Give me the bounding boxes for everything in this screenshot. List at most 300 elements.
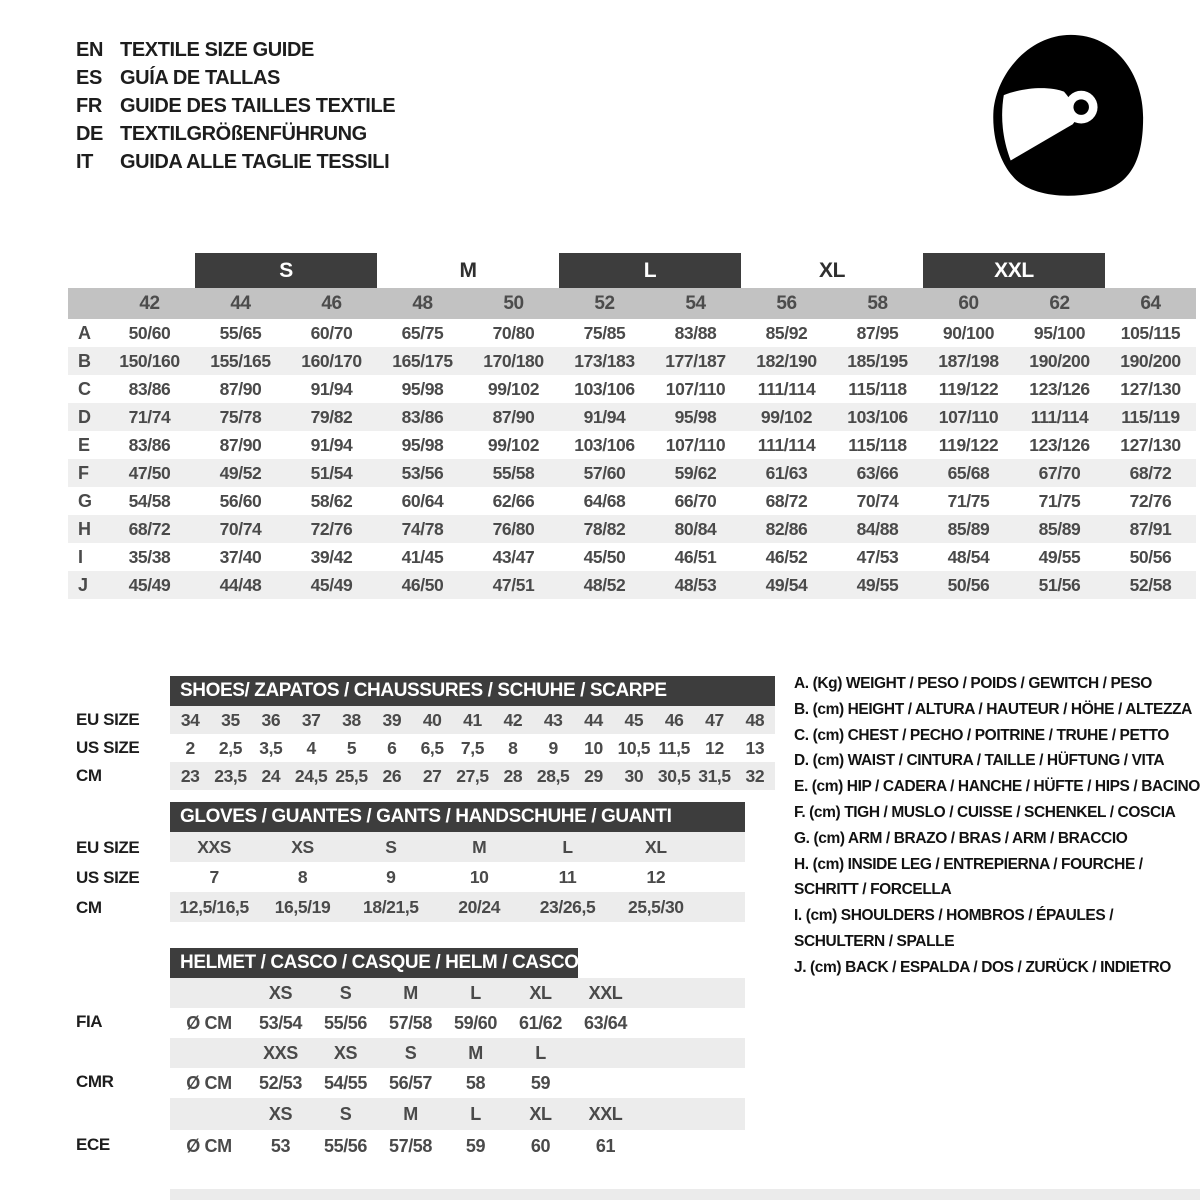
size-value: 55/58: [492, 462, 535, 483]
value-cell: 34: [180, 709, 200, 730]
helmet-cmr-size-row: [170, 1038, 745, 1068]
size-value: 95/98: [401, 434, 444, 455]
size-value: 41/45: [401, 546, 444, 567]
size-value: 127/130: [1120, 434, 1181, 455]
size-group-L: L: [559, 253, 741, 288]
value-cell: 43: [543, 709, 563, 730]
size-value: 107/110: [665, 434, 726, 455]
value-cell: 7,5: [460, 737, 485, 758]
size-value: 72/76: [1129, 490, 1172, 511]
size-value: 51/56: [1038, 574, 1081, 595]
gloves-us-size-row: [170, 862, 745, 892]
size-value: 95/100: [1033, 322, 1086, 343]
value-cell: 6,5: [420, 737, 444, 758]
row-letter: D: [78, 406, 91, 427]
value-cell: L: [535, 1042, 546, 1063]
size-value: 82/86: [765, 518, 808, 539]
row-letter: G: [78, 490, 92, 511]
language-title: GUIDE DES TAILLES TEXTILE: [120, 94, 396, 117]
size-value: 155/165: [210, 350, 271, 371]
row-letter: E: [78, 434, 90, 455]
size-value: 187/198: [938, 350, 999, 371]
helmet-fia-size-row: [170, 978, 745, 1008]
value-cell: 60: [530, 1135, 551, 1156]
size-group-M: M: [459, 258, 477, 282]
language-title: TEXTILGRÖßENFÜHRUNG: [120, 122, 367, 145]
value-cell: 5: [346, 737, 357, 758]
size-group-XL: XL: [818, 258, 846, 282]
size-value: 182/190: [756, 350, 817, 371]
value-cell: 44: [584, 709, 603, 730]
value-cell: 9: [548, 737, 558, 758]
value-cell: M: [468, 1042, 483, 1063]
size-value: 85/89: [947, 518, 990, 539]
shoes-cm-row: [170, 762, 775, 790]
size-value: 62/66: [492, 490, 535, 511]
size-value: 45/49: [128, 574, 171, 595]
language-row: [76, 64, 395, 92]
legend-item: I. (cm) SHOULDERS / HOMBROS / ÉPAULES / SCHULTERN / SPALLE: [794, 907, 1114, 950]
size-value: 71/75: [947, 490, 990, 511]
size-value: 63/66: [856, 462, 899, 483]
value-cell: L: [470, 1103, 481, 1124]
size-value: 68/72: [765, 490, 808, 511]
value-cell: 46: [664, 709, 684, 730]
row-letter: I: [78, 546, 83, 567]
value-cell: 23,5: [214, 765, 247, 786]
measure-row-E: [68, 431, 1196, 459]
size-value: 37/40: [219, 546, 262, 567]
size-value: 119/122: [938, 378, 999, 399]
value-cell: 8: [508, 737, 518, 758]
value-cell: 29: [584, 765, 603, 786]
value-cell: M: [403, 1103, 418, 1124]
size-value: 84/88: [856, 518, 899, 539]
size-value: 52/58: [1129, 574, 1172, 595]
unit-label: Ø CM: [186, 1072, 232, 1093]
size-value: 49/54: [765, 574, 808, 595]
size-value: 75/78: [219, 406, 262, 427]
helmet-fia-label: FIA: [76, 1012, 103, 1031]
language-code: ES: [76, 66, 102, 89]
value-cell: M: [403, 982, 418, 1003]
size-value: 87/90: [219, 434, 262, 455]
size-value: 83/86: [128, 434, 171, 455]
size-value: 111/114: [757, 378, 816, 399]
value-cell: 2: [185, 737, 195, 758]
value-cell: 12: [705, 737, 724, 758]
row-letter: A: [78, 322, 91, 343]
size-value: 105/115: [1120, 322, 1181, 343]
unit-label: Ø CM: [186, 1135, 232, 1156]
main-table-body: [68, 319, 1196, 599]
numeric-size: 46: [321, 292, 342, 314]
size-value: 165/175: [392, 350, 453, 371]
size-value: 75/85: [583, 322, 626, 343]
size-value: 79/82: [310, 406, 353, 427]
size-value: 66/70: [674, 490, 717, 511]
size-value: 46/50: [401, 574, 444, 595]
size-value: 65/75: [401, 322, 444, 343]
value-cell: 24,5: [294, 765, 328, 786]
value-cell: 26: [382, 765, 402, 786]
size-value: 160/170: [301, 350, 362, 371]
size-value: 107/110: [938, 406, 999, 427]
value-cell: 32: [745, 765, 765, 786]
value-cell: 10,5: [617, 737, 651, 758]
numeric-size: 44: [230, 292, 251, 314]
gloves-cm-label: CM: [76, 898, 102, 917]
value-cell: 8: [297, 866, 308, 887]
value-cell: 23/26,5: [539, 896, 596, 917]
value-cell: 4: [306, 737, 316, 758]
numeric-size: 50: [503, 292, 524, 314]
legend-item: J. (cm) BACK / ESPALDA / DOS / ZURÜCK / INDIETRO: [794, 958, 1171, 976]
value-cell: 53: [270, 1135, 291, 1156]
size-value: 45/49: [310, 574, 353, 595]
value-cell: M: [472, 836, 487, 857]
value-cell: XS: [268, 982, 293, 1003]
value-cell: 10: [469, 866, 489, 887]
size-value: 99/102: [487, 434, 540, 455]
value-cell: XXL: [588, 1103, 623, 1124]
size-group-row: [68, 251, 1196, 288]
size-value: 70/74: [219, 518, 262, 539]
size-value: 150/160: [119, 350, 180, 371]
value-cell: 30: [624, 765, 644, 786]
value-cell: 20/24: [458, 896, 501, 917]
measure-row-D: [68, 403, 1196, 431]
helmet-ece-label: ECE: [76, 1135, 110, 1154]
size-value: 119/122: [938, 434, 999, 455]
value-cell: 28,5: [536, 765, 570, 786]
value-cell: 11: [558, 866, 577, 887]
size-value: 65/68: [947, 462, 990, 483]
size-value: 48/53: [674, 574, 717, 595]
value-cell: S: [404, 1042, 417, 1063]
value-cell: XXS: [263, 1042, 298, 1063]
size-value: 71/74: [128, 406, 171, 427]
helmet-cmr-label: CMR: [76, 1072, 114, 1091]
measure-row-H: [68, 515, 1196, 543]
value-cell: 57/58: [388, 1012, 433, 1033]
size-value: 45/50: [583, 546, 626, 567]
language-title: GUÍA DE TALLAS: [120, 66, 280, 89]
shoes-cm-label: CM: [76, 766, 102, 785]
value-cell: 37: [301, 709, 321, 730]
language-code: FR: [76, 94, 102, 117]
language-row: [76, 120, 395, 148]
size-value: 43/47: [492, 546, 535, 567]
value-cell: 38: [342, 709, 361, 730]
value-cell: 6: [387, 737, 397, 758]
value-cell: 2,5: [218, 737, 243, 758]
measure-row-J: [68, 571, 1196, 599]
value-cell: XL: [645, 836, 667, 857]
size-value: 95/98: [401, 378, 444, 399]
helmet-table-title: HELMET / CASCO / CASQUE / HELM / CASCO: [170, 948, 578, 978]
size-value: 47/53: [856, 546, 899, 567]
value-cell: S: [385, 836, 397, 857]
value-cell: 58: [465, 1072, 486, 1093]
language-title: GUIDA ALLE TAGLIE TESSILI: [120, 150, 390, 173]
value-cell: 25,5/30: [628, 896, 684, 917]
size-value: 83/86: [401, 406, 444, 427]
value-cell: 9: [386, 866, 396, 887]
size-value: 46/51: [674, 546, 717, 567]
helmet-ece-size-row: [170, 1098, 745, 1130]
helmet-ece-value-row: [170, 1130, 745, 1162]
legend-item: E. (cm) HIP / CADERA / HANCHE / HÜFTE / HIPS / BACINO: [794, 778, 1200, 796]
size-value: 39/42: [310, 546, 353, 567]
size-value: 50/56: [1129, 546, 1172, 567]
size-value: 78/82: [583, 518, 626, 539]
value-cell: XS: [291, 836, 314, 857]
size-value: 48/54: [947, 546, 990, 567]
size-value: 80/84: [674, 518, 717, 539]
shoes-table-title: SHOES/ ZAPATOS / CHAUSSURES / SCHUHE / SCARPE: [170, 676, 775, 706]
row-letter: H: [78, 518, 91, 539]
measurement-legend: [794, 671, 1200, 981]
value-cell: 57/58: [388, 1135, 433, 1156]
value-cell: 18/21,5: [363, 896, 419, 917]
size-value: 44/48: [219, 574, 262, 595]
size-value: 46/52: [765, 546, 808, 567]
size-value: 48/52: [583, 574, 626, 595]
size-value: 60/70: [310, 322, 353, 343]
size-value: 49/55: [856, 574, 899, 595]
value-cell: 23: [180, 765, 200, 786]
size-value: 70/80: [492, 322, 535, 343]
legend-item: F. (cm) TIGH / MUSLO / CUISSE / SCHENKEL / COSCIA: [794, 803, 1176, 821]
size-value: 57/60: [583, 462, 626, 483]
size-value: 115/118: [848, 434, 907, 455]
measure-row-C: [68, 375, 1196, 403]
value-cell: 48: [745, 709, 765, 730]
value-cell: 63/64: [583, 1012, 628, 1033]
value-cell: 16,5/19: [274, 896, 331, 917]
size-value: 53/56: [401, 462, 444, 483]
size-value: 111/114: [1030, 406, 1089, 427]
value-cell: 12: [646, 866, 666, 887]
size-value: 83/88: [674, 322, 717, 343]
legend-item: C. (cm) CHEST / PECHO / POITRINE / TRUHE / PETTO: [794, 726, 1169, 744]
value-cell: XS: [333, 1042, 358, 1063]
size-value: 76/80: [492, 518, 535, 539]
value-cell: 36: [261, 709, 281, 730]
size-value: 115/118: [848, 378, 907, 399]
size-group-S: S: [195, 253, 377, 288]
size-value: 50/60: [128, 322, 171, 343]
value-cell: 54/55: [323, 1072, 368, 1093]
size-value: 87/95: [856, 322, 899, 343]
size-value: 35/38: [128, 546, 171, 567]
value-cell: 47: [705, 709, 724, 730]
numeric-size: 62: [1049, 292, 1070, 314]
size-value: 67/70: [1038, 462, 1081, 483]
size-value: 87/91: [1129, 518, 1172, 539]
measure-row-I: [68, 543, 1196, 571]
size-value: 54/58: [128, 490, 171, 511]
value-cell: 11,5: [658, 737, 690, 758]
value-cell: L: [470, 982, 481, 1003]
size-value: 111/114: [757, 434, 816, 455]
language-row: [76, 36, 395, 64]
size-value: 173/183: [574, 350, 635, 371]
numeric-size: 52: [594, 292, 615, 314]
value-cell: 35: [221, 709, 240, 730]
size-value: 85/92: [765, 322, 808, 343]
numeric-size: 64: [1140, 292, 1161, 314]
value-cell: 42: [503, 709, 523, 730]
value-cell: 27: [422, 765, 442, 786]
value-cell: 10: [584, 737, 603, 758]
size-value: 71/75: [1038, 490, 1081, 511]
value-cell: 55/56: [323, 1012, 368, 1033]
gloves-us-size-label: US SIZE: [76, 868, 140, 887]
language-title: TEXTILE SIZE GUIDE: [120, 38, 314, 61]
shoes-us-size-row: [170, 734, 775, 762]
measure-row-G: [68, 487, 1196, 515]
value-cell: 61: [595, 1135, 616, 1156]
size-value: 60/64: [401, 490, 444, 511]
row-letter: J: [78, 574, 88, 595]
language-list: [76, 36, 395, 176]
numeric-size: 56: [776, 292, 797, 314]
size-value: 87/90: [492, 406, 535, 427]
value-cell: 7: [209, 866, 219, 887]
bottom-divider: [170, 1189, 1200, 1200]
size-value: 72/76: [310, 518, 353, 539]
value-cell: 12,5/16,5: [179, 896, 249, 917]
helmet-fia-value-row: [170, 1008, 745, 1038]
value-cell: XL: [529, 1103, 552, 1124]
value-cell: L: [562, 836, 573, 857]
value-cell: 41: [463, 709, 482, 730]
size-value: 68/72: [1129, 462, 1172, 483]
language-code: EN: [76, 38, 103, 61]
size-value: 49/55: [1038, 546, 1081, 567]
value-cell: 59: [530, 1072, 551, 1093]
size-value: 190/200: [1029, 350, 1090, 371]
value-cell: 40: [422, 709, 442, 730]
size-value: 87/90: [219, 378, 262, 399]
value-cell: 59: [465, 1135, 486, 1156]
value-cell: 55/56: [323, 1135, 368, 1156]
gloves-eu-size-row: [170, 832, 745, 862]
size-value: 99/102: [760, 406, 813, 427]
value-cell: 39: [382, 709, 402, 730]
size-value: 91/94: [583, 406, 626, 427]
size-value: 58/62: [310, 490, 353, 511]
legend-item: B. (cm) HEIGHT / ALTURA / HAUTEUR / HÖHE / ALTEZZA: [794, 700, 1192, 718]
value-cell: 25,5: [335, 765, 368, 786]
unit-label: Ø CM: [186, 1012, 232, 1033]
numeric-size: 58: [867, 292, 888, 314]
size-value: 59/62: [674, 462, 717, 483]
shoes-eu-size-label: EU SIZE: [76, 710, 140, 729]
size-value: 103/106: [574, 378, 635, 399]
numeric-size: 54: [685, 292, 706, 314]
value-cell: 31,5: [698, 765, 731, 786]
value-cell: XXS: [197, 836, 232, 857]
value-cell: XS: [268, 1103, 293, 1124]
size-value: 91/94: [310, 434, 353, 455]
legend-item: G. (cm) ARM / BRAZO / BRAS / ARM / BRACCIO: [794, 829, 1128, 847]
value-cell: 61/62: [518, 1012, 563, 1033]
helmet-cmr-value-row: [170, 1068, 745, 1098]
size-value: 170/180: [483, 350, 544, 371]
numeric-size: 48: [412, 292, 433, 314]
size-value: 115/119: [1121, 406, 1180, 427]
legend-item: A. (Kg) WEIGHT / PESO / POIDS / GEWITCH / PESO: [794, 675, 1152, 692]
shoes-eu-size-row: [170, 706, 775, 734]
size-value: 64/68: [583, 490, 626, 511]
size-value: 55/65: [219, 322, 262, 343]
size-value: 99/102: [487, 378, 540, 399]
size-value: 91/94: [310, 378, 353, 399]
measure-row-A: [68, 319, 1196, 347]
gloves-table-title: GLOVES / GUANTES / GANTS / HANDSCHUHE / GUANTI: [170, 802, 745, 832]
numeric-size: 42: [139, 292, 160, 314]
value-cell: XL: [529, 982, 552, 1003]
value-cell: 52/53: [258, 1072, 303, 1093]
racing-helmet-icon: [978, 28, 1150, 200]
value-cell: S: [339, 982, 352, 1003]
value-cell: 3,5: [259, 737, 283, 758]
size-value: 177/187: [665, 350, 726, 371]
value-cell: 28: [503, 765, 523, 786]
main-size-table: [68, 251, 1196, 599]
size-value: 50/56: [947, 574, 990, 595]
value-cell: 59/60: [453, 1012, 498, 1033]
value-cell: XXL: [588, 982, 623, 1003]
numeric-size: 60: [958, 292, 979, 314]
size-value: 51/54: [310, 462, 353, 483]
value-cell: 24: [261, 765, 281, 786]
row-letter: C: [78, 378, 91, 399]
size-value: 123/126: [1029, 378, 1090, 399]
gloves-eu-size-label: EU SIZE: [76, 838, 140, 857]
size-value: 47/51: [492, 574, 535, 595]
size-value: 95/98: [674, 406, 717, 427]
size-value: 56/60: [219, 490, 262, 511]
measure-row-B: [68, 347, 1196, 375]
size-value: 185/195: [847, 350, 908, 371]
size-value: 90/100: [942, 322, 995, 343]
size-value: 103/106: [574, 434, 635, 455]
language-row: [76, 148, 395, 176]
size-value: 83/86: [128, 378, 171, 399]
value-cell: 56/57: [388, 1072, 433, 1093]
size-value: 68/72: [128, 518, 171, 539]
measure-row-F: [68, 459, 1196, 487]
gloves-cm-row: [170, 892, 745, 922]
legend-item: D. (cm) WAIST / CINTURA / TAILLE / HÜFTUNG / VITA: [794, 752, 1165, 770]
size-group-XXL: XXL: [923, 253, 1105, 288]
size-value: 85/89: [1038, 518, 1081, 539]
size-value: 74/78: [401, 518, 444, 539]
size-value: 70/74: [856, 490, 899, 511]
size-value: 103/106: [847, 406, 908, 427]
size-value: 190/200: [1120, 350, 1181, 371]
shoes-us-size-label: US SIZE: [76, 738, 140, 757]
value-cell: 53/54: [258, 1012, 303, 1033]
value-cell: 45: [624, 709, 644, 730]
language-code: DE: [76, 122, 103, 145]
size-value: 123/126: [1029, 434, 1090, 455]
row-letter: B: [78, 350, 91, 371]
